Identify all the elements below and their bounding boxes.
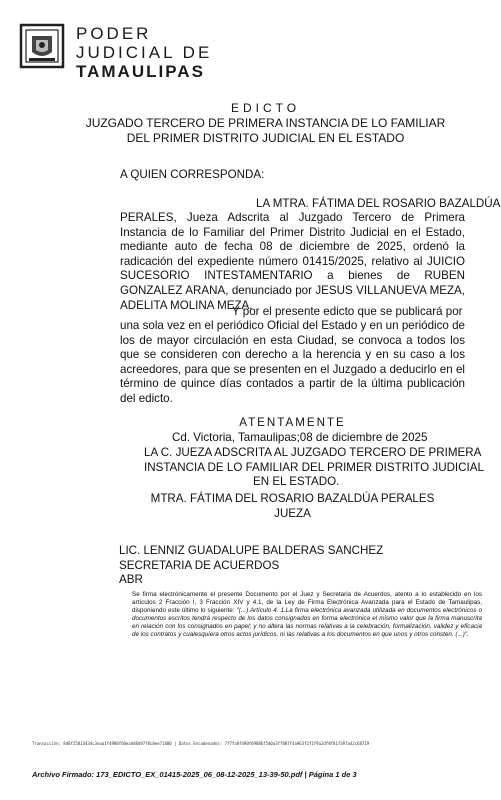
court-line-1: JUZGADO TERCERO DE PRIMERA INSTANCIA DE LO FAMILIAR [85,116,446,130]
signature-metadata: Transacción: 8d8f25813434c3eaa1f4988f60ea4d8d97f0c8ee71880 | Datos Encadenados: 7f7fa8f490f69886f5d0a3ff887f4a963f2f1f9a2df8f81f397a42c68719 [32,741,370,746]
e-signature-notice [132,591,482,640]
org-name-line3: TAMAULIPAS [76,62,205,81]
signatory-title-line3: EN EL ESTADO. [253,475,340,488]
signatory-title-line1: LA C. JUEZA ADSCRITA AL JUZGADO TERCERO DE PRIMERA [144,446,482,459]
secretary-name: LIC. LENNIZ GUADALUPE BALDERAS SANCHEZ [119,544,384,557]
initials: ABR [119,573,143,586]
place-date: Cd. Victoria, Tamaulipas;08 de diciembre de 2025 [172,431,428,444]
org-name-line2: JUDICIAL DE [76,43,213,62]
court-heading [15,116,501,146]
notice-text: Se firma electrónicamente el presente Documento por el Juez y Secretaria de Acuerdos, atento a lo establecido en los artículos 2 Fracción I, 3 Fracción XIV y 4.1, de la Ley de Firma Electrónica Avanzada para el Estado de Tamaulipas, disponiendo este último lo siguiente: [132,591,482,615]
signatory-title [144,446,484,490]
org-name-line1: PODER [76,24,152,43]
secretary-role: SECRETARIA DE ACUERDOS [119,559,280,572]
judge-name: MTRA. FÁTIMA DEL ROSARIO BAZALDÚA PERALES [150,492,435,505]
document-title: EDICTO [230,101,301,115]
org-name [76,24,212,81]
judge-role: JUEZA [274,507,311,520]
signed-file-info: Archivo Firmado: 173_EDICTO_EX_01415-2025_06_08-12-2025_13-39-50.pdf | Página 1 de 3 [32,770,357,779]
salutation: A QUIEN CORRESPONDA: [120,168,265,181]
paragraph-1-lead: LA MTRA. FÁTIMA DEL ROSARIO BAZALDÚA [256,197,501,210]
paragraph-1: PERALES, Jueza Adscrita al Juzgado Tercero de Primera Instancia de lo Familiar del Primer Distrito Judicial en el Estado, mediante auto de fecha 08 de diciembre de 2025, ordenó la radicación del expediente número 01415/2025, relativo al JUICIO SUCESORIO INTESTAMENTARIO a bienes de RUBEN GONZALEZ ARANA, denunciado por JESUS VILLANUEVA MEZA, ADELITA MOLINA MEZA. [120,211,465,312]
notice-quote: "(...) Artículo 4. 1.La firma electrónica avanzada utilizada en documentos electrónicos o documentos escritos tendrá respecto de los datos consignados en forma electrónica el mismo valor que la firma manuscrita en relación con los consignados en papel; y no altera las normas relativas a la celebración, formalización, validez y eficacia de los contratos y cualesquiera otros actos jurídicos, ni las relativas a los documentos en que unos y otros consten. (...)". [132,607,483,639]
paragraph-2: una sola vez en el periódico Oficial del Estado y en un periódico de los de mayor circulación en esta Ciudad, se convoca a todos los que se consideren con derecho a la herencia y en su caso a los acreedores, para que se presenten en el Juzgado a deducirlo en el término de quince días contados a partir de la última publicación del edicto. [120,319,465,405]
closing: ATENTAMENTE [239,416,346,429]
signatory-title-line2: INSTANCIA DE LO FAMILIAR DEL PRIMER DISTRITO JUDICIAL [144,460,484,474]
court-line-2: DEL PRIMER DISTRITO JUDICIAL EN EL ESTADO [126,131,405,145]
paragraph-2-lead: Y por el presente edicto que se publicará por [232,305,463,318]
coat-of-arms-icon [18,22,66,70]
